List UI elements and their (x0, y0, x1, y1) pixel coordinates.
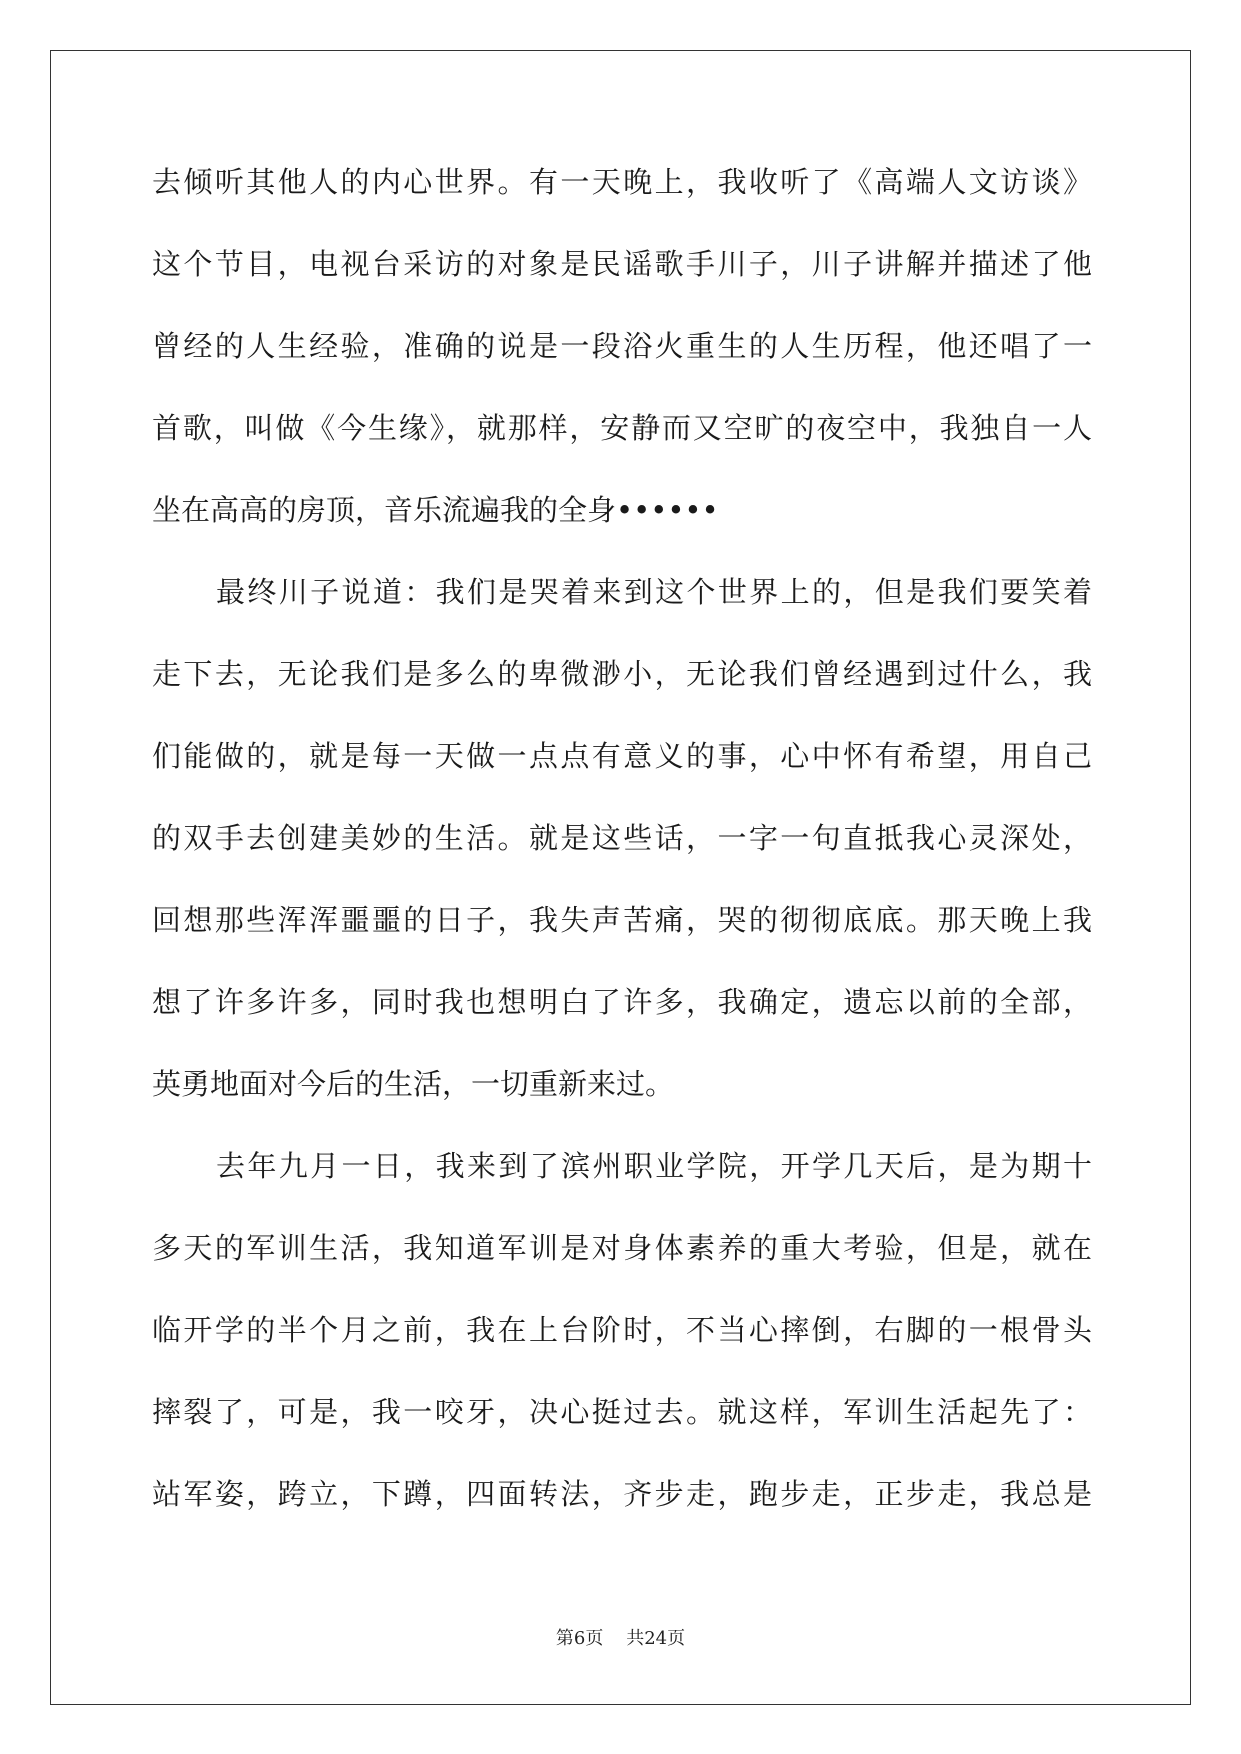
text-line: 多天的军训生活，我知道军训是对身体素养的重大考验，但是，就在 (152, 1231, 1092, 1265)
text-line: 这个节目，电视台采访的对象是民谣歌手川子，川子讲解并描述了他 (152, 247, 1092, 281)
text-line: 临开学的半个月之前，我在上台阶时，不当心摔倒，右脚的一根骨头 (152, 1313, 1092, 1347)
text-line: 们能做的，就是每一天做一点点有意义的事，心中怀有希望，用自己 (152, 739, 1092, 773)
text-line: 首歌，叫做《今生缘》，就那样，安静而又空旷的夜空中，我独自一人 (152, 411, 1092, 445)
text-line: 坐在高高的房顶，音乐流遍我的全身•••••• (152, 493, 719, 527)
text-line: 站军姿，跨立，下蹲，四面转法，齐步走，跑步走，正步走，我总是 (152, 1477, 1092, 1511)
text-line: 的双手去创建美妙的生活。就是这些话，一字一句直抵我心灵深处， (152, 821, 1092, 855)
text-line: 去年九月一日，我来到了滨州职业学院，开学几天后，是为期十 (216, 1149, 1092, 1183)
text-line: 曾经的人生经验，准确的说是一段浴火重生的人生历程，他还唱了一 (152, 329, 1092, 363)
text-line: 想了许多许多，同时我也想明白了许多，我确定，遗忘以前的全部， (152, 985, 1092, 1019)
page-number: 第6页 (555, 1628, 604, 1649)
page-total: 共24页 (626, 1628, 686, 1649)
text-line: 去倾听其他人的内心世界。有一天晚上，我收听了《高端人文访谈》 (152, 165, 1092, 199)
document-body (152, 157, 1092, 1551)
text-line: 摔裂了，可是，我一咬牙，决心挺过去。就这样，军训生活起先了： (152, 1395, 1092, 1429)
text-line: 最终川子说道：我们是哭着来到这个世界上的，但是我们要笑着 (216, 575, 1092, 609)
page-footer (0, 1624, 1241, 1650)
text-line: 回想那些浑浑噩噩的日子，我失声苦痛，哭的彻彻底底。那天晚上我 (152, 903, 1092, 937)
text-line: 英勇地面对今后的生活，一切重新来过。 (152, 1067, 675, 1101)
text-line: 走下去，无论我们是多么的卑微渺小，无论我们曾经遇到过什么，我 (152, 657, 1092, 691)
